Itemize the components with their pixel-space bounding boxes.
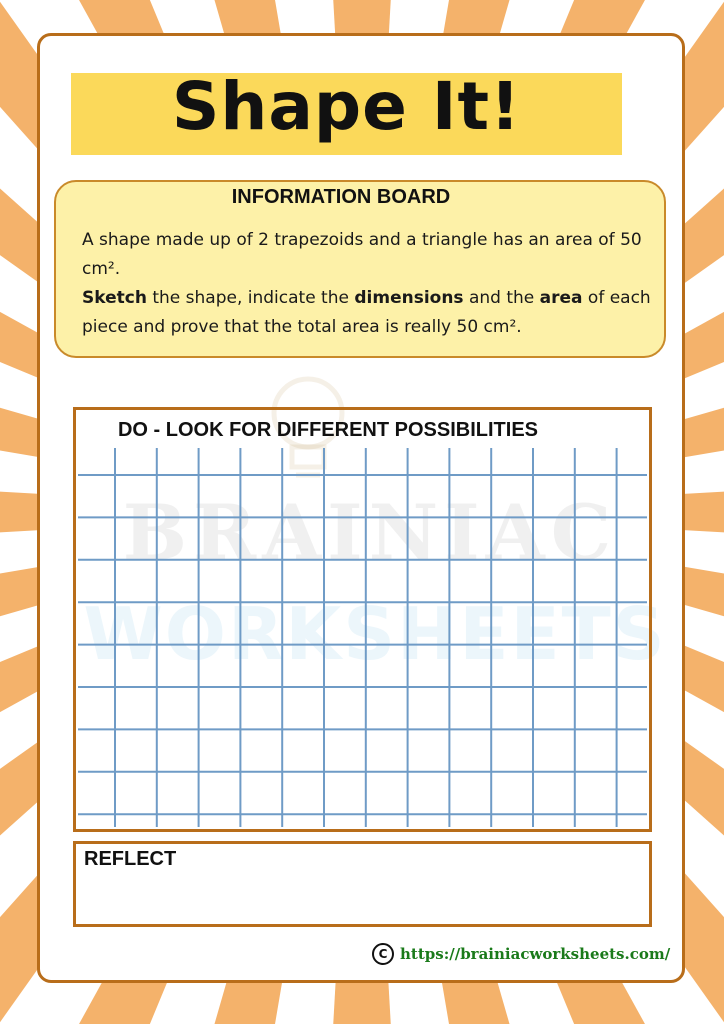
copyright-icon: C <box>372 943 394 965</box>
instruction-text-a: the shape, indicate the <box>146 288 355 308</box>
footer <box>372 942 670 966</box>
sketch-keyword: Sketch <box>82 288 147 308</box>
page-title: Shape It! <box>171 68 522 145</box>
do-section-heading: DO - LOOK FOR DIFFERENT POSSIBILITIES <box>117 419 538 441</box>
instruction-text-c: of each piece and prove that the total area is really 50 cm². <box>82 288 651 337</box>
watermark-brand: BRAINIAC <box>122 488 618 577</box>
drawing-grid[interactable] <box>76 446 649 829</box>
reflect-section-heading: REFLECT <box>84 848 177 870</box>
website-link[interactable]: https://brainiacworksheets.com/ <box>400 945 671 963</box>
problem-statement: A shape made up of 2 trapezoids and a triangle has an area of 50 cm². <box>82 230 642 279</box>
information-board-text <box>82 226 652 342</box>
information-board-heading: INFORMATION BOARD <box>231 186 451 208</box>
task-instructions <box>82 284 652 342</box>
area-keyword: area <box>539 288 583 308</box>
instruction-text-b: and the <box>463 288 540 308</box>
dimensions-keyword: dimensions <box>354 288 464 308</box>
watermark-worksheets: WORKSHEETS <box>83 592 667 676</box>
